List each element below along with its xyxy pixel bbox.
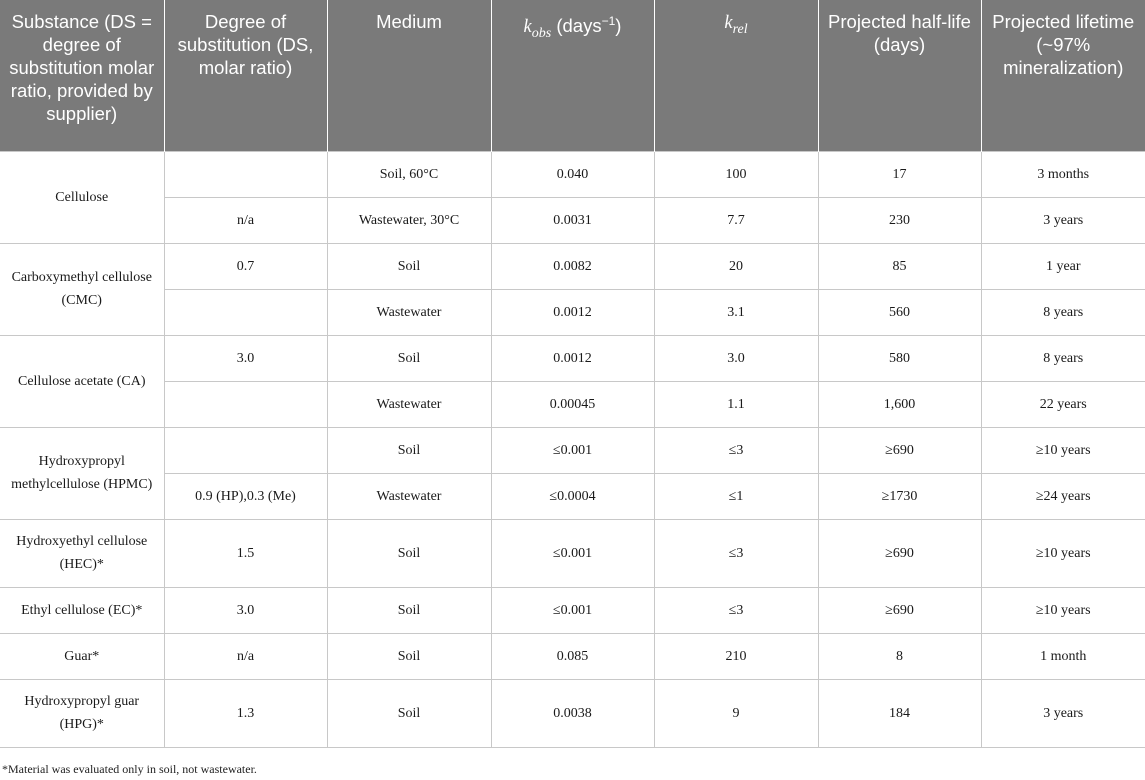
table-row [0, 519, 1145, 587]
cell-substance: Hydroxypropyl guar (HPG)* [0, 679, 164, 747]
header-medium: Medium [327, 0, 491, 151]
cell-half-life: ≥1730 [818, 473, 981, 519]
cell-half-life: 1,600 [818, 381, 981, 427]
cell-substance: Hydroxypropyl methylcellulose (HPMC) [0, 427, 164, 519]
cell-ds [164, 151, 327, 197]
header-half-life: Projected half-life (days) [818, 0, 981, 151]
cell-lifetime: ≥10 years [981, 427, 1145, 473]
cell-kobs: ≤0.001 [491, 427, 654, 473]
table-row [0, 381, 1145, 427]
cell-kobs: ≤0.001 [491, 519, 654, 587]
cell-lifetime: 3 months [981, 151, 1145, 197]
cell-krel: ≤1 [654, 473, 818, 519]
cell-medium: Soil [327, 335, 491, 381]
cell-ds: 0.7 [164, 243, 327, 289]
cell-kobs: ≤0.0004 [491, 473, 654, 519]
cell-half-life: 184 [818, 679, 981, 747]
cell-krel: ≤3 [654, 587, 818, 633]
cell-half-life: 17 [818, 151, 981, 197]
cell-half-life: 8 [818, 633, 981, 679]
cell-ds: n/a [164, 633, 327, 679]
cell-half-life: ≥690 [818, 519, 981, 587]
cell-substance: Cellulose [0, 151, 164, 243]
cell-kobs: 0.0012 [491, 289, 654, 335]
cell-medium: Wastewater [327, 473, 491, 519]
header-degree-of-substitution: Degree of substitution (DS, molar ratio) [164, 0, 327, 151]
cell-medium: Wastewater, 30°C [327, 197, 491, 243]
cell-krel: 9 [654, 679, 818, 747]
cell-substance: Ethyl cellulose (EC)* [0, 587, 164, 633]
cell-lifetime: 3 years [981, 679, 1145, 747]
cell-half-life: 230 [818, 197, 981, 243]
header-kobs: $k_{obs}$ (days$^{-1}$) [491, 0, 654, 151]
table-footnote: *Material was evaluated only in soil, not wastewater. [2, 762, 257, 776]
cell-medium: Soil, 60°C [327, 151, 491, 197]
cell-krel: 210 [654, 633, 818, 679]
cell-kobs: 0.040 [491, 151, 654, 197]
cell-krel: 7.7 [654, 197, 818, 243]
cell-lifetime: 1 month [981, 633, 1145, 679]
cell-lifetime: 3 years [981, 197, 1145, 243]
cell-ds [164, 427, 327, 473]
cell-krel: ≤3 [654, 519, 818, 587]
cell-lifetime: 22 years [981, 381, 1145, 427]
cell-krel: ≤3 [654, 427, 818, 473]
table-row [0, 335, 1145, 381]
cell-kobs: 0.0012 [491, 335, 654, 381]
cell-kobs: 0.0031 [491, 197, 654, 243]
cell-medium: Soil [327, 519, 491, 587]
cell-ds [164, 289, 327, 335]
table-row [0, 151, 1145, 197]
table-row [0, 473, 1145, 519]
cell-substance: Cellulose acetate (CA) [0, 335, 164, 427]
cell-kobs: 0.085 [491, 633, 654, 679]
table-row [0, 427, 1145, 473]
cell-ds: 3.0 [164, 335, 327, 381]
cell-substance: Hydroxyethyl cellulose (HEC)* [0, 519, 164, 587]
cell-substance: Guar* [0, 633, 164, 679]
cell-kobs: 0.0038 [491, 679, 654, 747]
cell-kobs: 0.0082 [491, 243, 654, 289]
cell-lifetime: 8 years [981, 289, 1145, 335]
cell-ds: 3.0 [164, 587, 327, 633]
cell-lifetime: ≥10 years [981, 519, 1145, 587]
cell-lifetime: ≥10 years [981, 587, 1145, 633]
table-row [0, 633, 1145, 679]
cell-half-life: ≥690 [818, 427, 981, 473]
cell-substance: Carboxymethyl cellulose (CMC) [0, 243, 164, 335]
cell-ds: 1.5 [164, 519, 327, 587]
table-row [0, 587, 1145, 633]
table-header-row [0, 0, 1145, 151]
cell-medium: Soil [327, 679, 491, 747]
cell-medium: Soil [327, 427, 491, 473]
cell-lifetime: ≥24 years [981, 473, 1145, 519]
table-row [0, 679, 1145, 747]
cell-medium: Wastewater [327, 381, 491, 427]
cell-krel: 3.0 [654, 335, 818, 381]
table-row [0, 243, 1145, 289]
cell-kobs: 0.00045 [491, 381, 654, 427]
cell-half-life: 85 [818, 243, 981, 289]
cell-medium: Wastewater [327, 289, 491, 335]
cell-medium: Soil [327, 243, 491, 289]
cell-medium: Soil [327, 587, 491, 633]
cell-half-life: ≥690 [818, 587, 981, 633]
cell-medium: Soil [327, 633, 491, 679]
cell-krel: 3.1 [654, 289, 818, 335]
cell-half-life: 580 [818, 335, 981, 381]
header-substance: Substance (DS = degree of substitution molar ratio, provided by supplier) [0, 0, 164, 151]
cell-krel: 1.1 [654, 381, 818, 427]
cell-ds: n/a [164, 197, 327, 243]
cell-krel: 100 [654, 151, 818, 197]
cell-lifetime: 8 years [981, 335, 1145, 381]
cell-krel: 20 [654, 243, 818, 289]
cell-kobs: ≤0.001 [491, 587, 654, 633]
header-krel: $k_{rel}$ [654, 0, 818, 151]
header-lifetime: Projected lifetime (~97% mineralization) [981, 0, 1145, 151]
table-row [0, 289, 1145, 335]
table-row [0, 197, 1145, 243]
cell-ds: 1.3 [164, 679, 327, 747]
cell-ds: 0.9 (HP),0.3 (Me) [164, 473, 327, 519]
cell-ds [164, 381, 327, 427]
cell-lifetime: 1 year [981, 243, 1145, 289]
cell-half-life: 560 [818, 289, 981, 335]
